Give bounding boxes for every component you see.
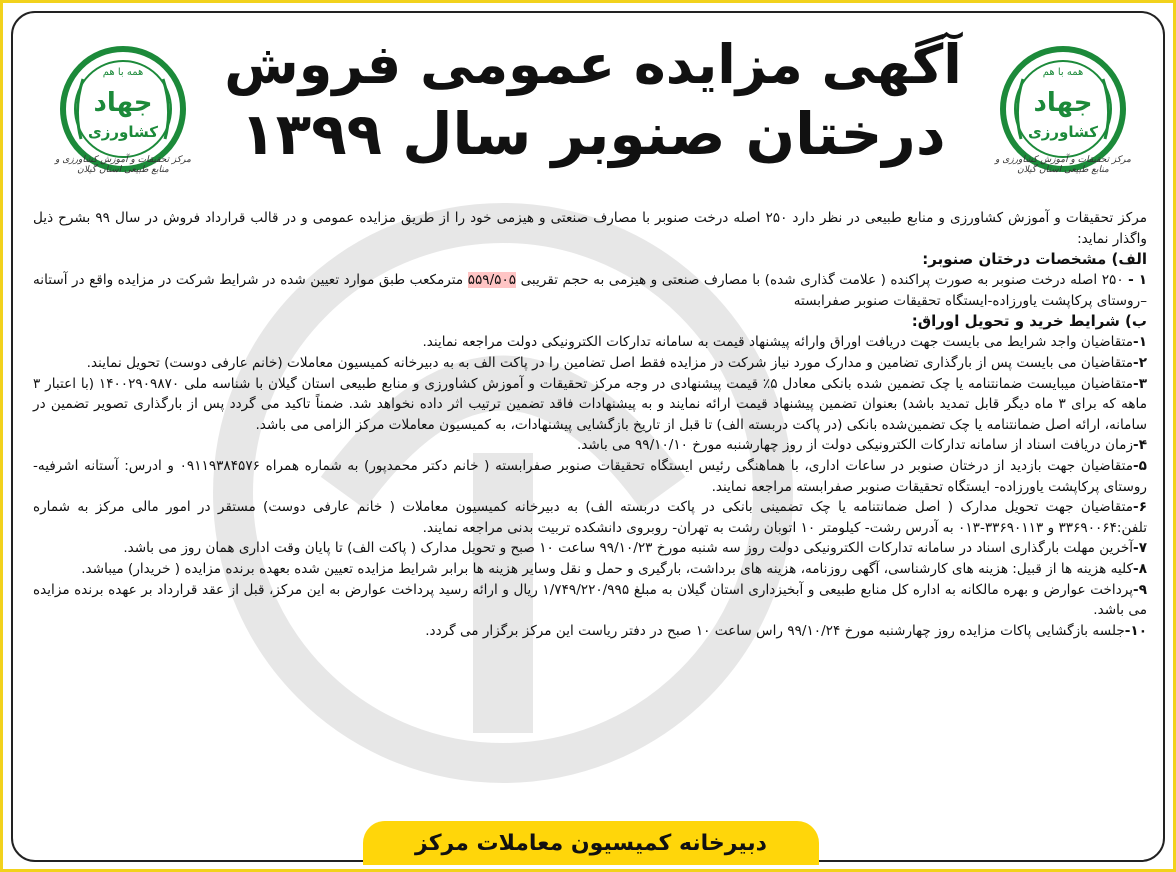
page-title <box>223 33 963 171</box>
item-text: آخرین مهلت بارگذاری اسناد در سامانه تدارکات الکترونیکی دولت روز سه شنبه مورخ ۹۹/۱۰/۲۳ ساعت ۱۰ صبح و تحویل مدارک ( پاکت الف) تا پایان وقت اداری همان روز می باشد. <box>123 540 1134 557</box>
svg-text:کشاورزی: کشاورزی <box>1028 123 1098 141</box>
announcement-body <box>33 208 1147 641</box>
item-text: متقاضیان واجد شرایط می بایست جهت دریافت اوراق وارائه پیشنهاد قیمت به سامانه تدارکات الکترونیکی دولت مراجعه نمایند. <box>422 334 1134 351</box>
svg-text:جهاد: جهاد <box>93 88 153 118</box>
volume-highlight: ۵۵۹/۵۰۵ <box>467 272 517 289</box>
item-number: ۲- <box>1133 354 1147 371</box>
item-text: متقاضیان میبایست ضمانتنامه یا چک تضمین شده بانکی معادل ۵٪ قیمت پیشنهادی در وجه مرکز تحقیقات و آموزش کشاورزی و منابع طبیعی استان گیلان با شناسه ملی ۱۴۰۰۲۹۰۹۸۷۰ (با اعتبار ۳ ماهه که برای ۳ ماه دیگر قابل تمدید باشد) بعنوان تضمین پیشنهاد قیمت ارائه نمایند و به پیشنهادات فاقد تضمین ترتیب اثر داده نخواهد شد. ضمناً تاکید می گردد پس از بارگذاری تصویر تضمین در سامانه، ارائه اصل ضمانتنامه یا چک تضمین‌شده بانکی (در پاکت دربسته الف) تا قبل از تاریخ بازگشایی پیشنهادات، به کمیسیون معاملات مرکز الزامی می باشد. <box>33 375 1147 433</box>
item-number: ۱- <box>1133 334 1147 351</box>
item-number: ۷- <box>1133 540 1147 557</box>
item-text: متقاضیان می بایست پس از بارگذاری تضامین و مدارک مورد نیاز شرکت در مزایده فقط اصل تضامین را در پاکت الف به به دبیرخانه کمیسیون معاملات (خانم عارفی دوست) تحویل نمایند. <box>86 354 1134 371</box>
section-a-heading: الف) مشخصات درختان صنوبر: <box>922 250 1147 269</box>
logo-caption-right: مرکز تحقیقات و آموزش کشاورزی و منابع طبیعی استان گیلان <box>995 155 1131 175</box>
section-b-item-9 <box>33 580 1147 621</box>
item-text: زمان دریافت اسناد از سامانه تدارکات الکترونیکی دولت از روز چهارشنبه مورخ ۹۹/۱۰/۱۰ می باشد. <box>576 437 1134 454</box>
item-number: ۹- <box>1133 581 1148 598</box>
svg-text:همه با هم: همه با هم <box>102 67 144 78</box>
title-line-1: آگهی مزایده عمومی فروش <box>224 33 962 96</box>
section-b-item-2 <box>33 353 1147 374</box>
item-text: ۲۵۰ اصله درخت صنوبر به صورت پراکنده ( علامت گذاری شده) با مصارف صنعتی و هیزمی به حجم تقریبی <box>516 272 1129 289</box>
item-number: ۱ - <box>1128 272 1148 289</box>
item-text: مترمکعب طبق موارد تعیین شده در شرایط شرکت در مزایده واقع در آستانه –روستای پرکاپشت یاورزاده-ایستگاه تحقیقات صنوبر صفرابسته <box>33 272 1147 309</box>
intro-paragraph: مرکز تحقیقات و آموزش کشاورزی و منابع طبیعی در نظر دارد ۲۵۰ اصله درخت صنوبر با مصارف صنعتی و هیزمی خود را از طریق مزایده عمومی و در قالب قرارداد فروش در سال ۹۹ بشرح ذیل واگذار نماید: <box>33 210 1147 247</box>
section-b-item-1 <box>33 332 1147 353</box>
title-line-2: درختان صنوبر سال ۱۳۹۹ <box>240 100 946 168</box>
section-b-item-4 <box>33 435 1147 456</box>
item-number: ۵- <box>1133 457 1147 474</box>
item-text: متقاضیان جهت بازدید از درختان صنوبر در ساعات اداری، با هماهنگی رئیس ایستگاه تحقیقات صنوبر صفرابسته ( خانم دکتر محمدپور) به شماره همراه ۰۹۱۱۹۳۸۴۵۷۶ و ادرس: آستانه اشرفیه- روستای پرکاپشت یاورزاده- ایستگاه تحقیقات صنوبر صفرابسته مراجعه نمایند. <box>33 457 1147 495</box>
item-number: ۴- <box>1133 437 1147 454</box>
section-b-item-10 <box>33 621 1147 642</box>
item-text: کلیه هزینه ها از قبیل: هزینه های کارشناسی، آگهی روزنامه، هزینه های برداشت، بارگیری و حمل و نقل وسایر هزینه ها برابر شرایط مزایده تعیین شده بعهده برنده مزایده ( خریدار) میباشد. <box>81 560 1134 577</box>
item-number: ۶- <box>1133 499 1147 516</box>
svg-text:کشاورزی: کشاورزی <box>88 123 158 141</box>
item-text: پرداخت عوارض و بهره مالکانه به اداره کل منابع طبیعی و آبخیزداری استان گیلان به مبلغ ۱/۷۴۹/۲۲۰/۹۹۵ ریال و ارائه رسید پرداخت عوارض به این مرکز، قبل از عقد قرارداد بر عهده برنده مزایده می باشد. <box>33 581 1147 619</box>
logo-caption-left: مرکز تحقیقات و آموزش کشاورزی و منابع طبیعی استان گیلان <box>55 155 191 175</box>
svg-text:جهاد: جهاد <box>1033 88 1093 118</box>
section-b-item-3 <box>33 374 1147 436</box>
footer-banner: دبیرخانه کمیسیون معاملات مرکز <box>363 821 819 865</box>
section-b-item-6 <box>33 497 1147 538</box>
item-number: ۱۰- <box>1124 622 1147 639</box>
item-text: متقاضیان جهت تحویل مدارک ( اصل ضمانتنامه یا چک تضمینی بانکی در پاکت دربسته الف) به دبیرخانه کمیسیون معاملات ( خانم عارفی دوست) مستقر در امور مالی مرکز به شماره تلفن:۳۳۶۹۰۰۶۴ و ۳۳۶۹۰۱۱۳-۰۱۳ به آدرس رشت- کیلومتر ۱۰ اتوبان رشت به تهران- روبروی دانشکده تربیت بدنی مراجعه نمایند. <box>33 499 1147 536</box>
svg-text:همه با هم: همه با هم <box>1042 67 1084 78</box>
section-a-item-1 <box>33 270 1147 311</box>
item-text: جلسه بازگشایی پاکات مزایده روز چهارشنبه مورخ ۹۹/۱۰/۲۴ راس ساعت ۱۰ صبح در دفتر ریاست این مرکز برگزار می گردد. <box>425 622 1125 639</box>
section-b-item-7 <box>33 538 1147 559</box>
item-number: ۸- <box>1133 560 1147 577</box>
section-b-item-8 <box>33 559 1147 580</box>
section-b-item-5 <box>33 456 1147 497</box>
item-number: ۳- <box>1133 375 1147 392</box>
section-b-heading: ب) شرایط خرید و تحویل اوراق: <box>911 312 1147 331</box>
